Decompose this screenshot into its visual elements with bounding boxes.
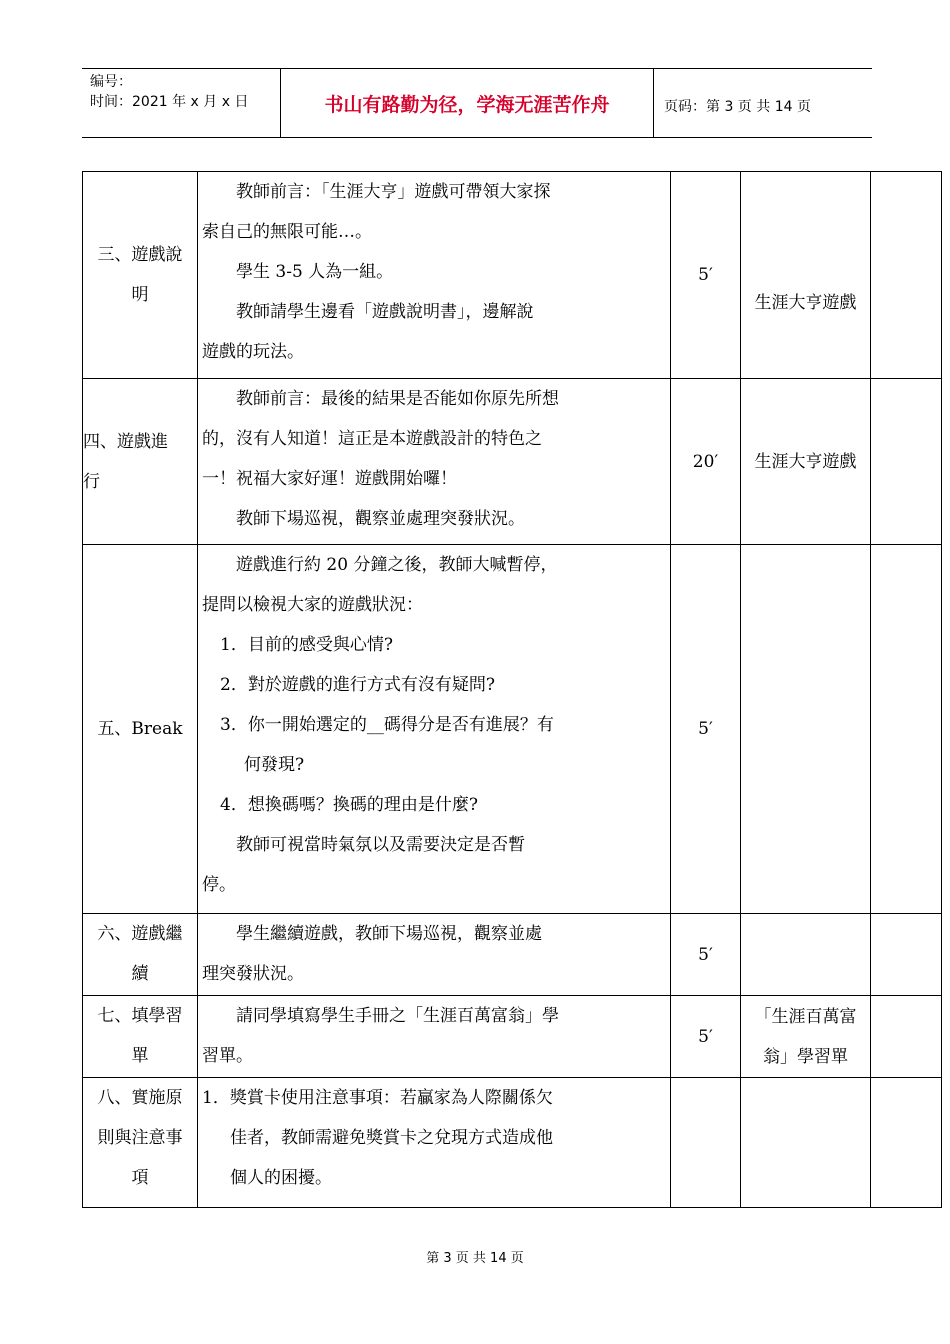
- resource-cell: [741, 1078, 871, 1208]
- item-cell: [83, 1078, 198, 1208]
- activity-cell: [198, 545, 671, 914]
- item-cell: [83, 914, 198, 996]
- activity-text: 索自己的無限可能…。: [202, 222, 372, 242]
- resource-cell: [741, 172, 871, 379]
- note-cell: [871, 1078, 942, 1208]
- lesson-plan-table: [82, 171, 942, 1208]
- time-cell: 5′: [671, 914, 741, 996]
- activity-text: 教師前言：最後的結果是否能如你原先所想: [236, 389, 559, 409]
- item-text: 四、遊戲進: [83, 431, 168, 452]
- item-text: 五、Break: [97, 719, 183, 739]
- activity-text: 1．目前的感受與心情?: [220, 635, 393, 655]
- activity-cell: [198, 996, 671, 1078]
- activity-text: 習單。: [202, 1046, 253, 1066]
- item-text: 單: [131, 1046, 149, 1066]
- activity-text: 教師可視當時氣氛以及需要決定是否暫: [236, 835, 525, 855]
- activity-text: 教師請學生邊看「遊戲說明書」，邊解說: [236, 302, 534, 322]
- time-label: 时间：2021 年 x 月 x 日: [90, 94, 249, 110]
- note-cell: [871, 996, 942, 1078]
- activity-cell: [198, 172, 671, 379]
- resource-cell: [741, 996, 871, 1078]
- activity-text: 何發現?: [244, 755, 305, 775]
- header-slogan: 书山有路勤为径，学海无涯苦作舟: [281, 69, 654, 137]
- activity-text: 的，沒有人知道！這正是本遊戲設計的特色之: [202, 429, 542, 449]
- activity-text: 理突發狀況。: [202, 964, 304, 984]
- page-header: [82, 68, 872, 138]
- time-cell: 5′: [671, 172, 741, 379]
- table-row: [83, 379, 942, 545]
- activity-text: 遊戲的玩法。: [202, 342, 304, 362]
- activity-text: 學生繼續遊戲，教師下場巡視，觀察並處: [236, 924, 542, 944]
- resource-cell: [741, 379, 871, 545]
- activity-text: 請同學填寫學生手冊之「生涯百萬富翁」學: [236, 1006, 559, 1026]
- item-text: 續: [131, 964, 149, 984]
- activity-text: 1．獎賞卡使用注意事項：若贏家為人際關係欠: [202, 1088, 553, 1108]
- header-meta: [82, 69, 281, 137]
- item-text: 六、遊戲繼: [97, 924, 183, 944]
- activity-text: 個人的困擾。: [230, 1168, 332, 1188]
- item-cell: [83, 996, 198, 1078]
- resource-text: 生涯大亨遊戲: [754, 451, 857, 472]
- item-text: 則與注意事: [97, 1128, 183, 1148]
- item-text: 八、實施原: [97, 1088, 183, 1108]
- activity-text: 停。: [202, 875, 236, 895]
- item-text: 行: [83, 471, 100, 492]
- time-cell: 20′: [671, 379, 741, 545]
- time-cell: [671, 1078, 741, 1208]
- time-cell: 5′: [671, 996, 741, 1078]
- table-row: [83, 914, 942, 996]
- note-cell: [871, 379, 942, 545]
- activity-text: 2．對於遊戲的進行方式有沒有疑問?: [220, 675, 495, 695]
- item-cell: [83, 545, 198, 914]
- item-text: 七、填學習: [97, 1006, 183, 1026]
- resource-text: 翁」學習單: [763, 1046, 848, 1067]
- resource-text: 「生涯百萬富: [754, 1006, 857, 1027]
- table-row: [83, 996, 942, 1078]
- activity-text: 教師前言：「生涯大亨」遊戲可帶領大家探: [236, 182, 551, 202]
- activity-cell: [198, 1078, 671, 1208]
- table-row: [83, 172, 942, 379]
- table-row: [83, 545, 942, 914]
- resource-cell: [741, 914, 871, 996]
- header-page-label: 页码：第 3 页 共 14 页: [664, 99, 811, 115]
- number-label: 编号：: [90, 74, 132, 90]
- time-cell: 5′: [671, 545, 741, 914]
- page-footer: 第 3 页 共 14 页: [426, 1251, 524, 1266]
- note-cell: [871, 914, 942, 996]
- activity-cell: [198, 914, 671, 996]
- activity-text: 一！祝福大家好運！遊戲開始囉！: [202, 469, 457, 489]
- item-cell: [83, 172, 198, 379]
- activity-text: 遊戲進行約 20 分鐘之後，教師大喊暫停，: [236, 555, 558, 575]
- note-cell: [871, 545, 942, 914]
- activity-text: 教師下場巡視，觀察並處理突發狀況。: [236, 509, 525, 529]
- activity-text: 3．你一開始選定的__碼得分是否有進展？有: [220, 715, 554, 735]
- activity-text: 學生 3-5 人為一組。: [236, 262, 394, 282]
- activity-text: 佳者，教師需避免獎賞卡之兌現方式造成他: [230, 1128, 553, 1148]
- item-text: 三、遊戲說: [97, 245, 183, 265]
- resource-text: 生涯大亨遊戲: [754, 293, 857, 313]
- activity-cell: [198, 379, 671, 545]
- resource-cell: [741, 545, 871, 914]
- item-text: 明: [131, 285, 149, 305]
- activity-text: 提問以檢視大家的遊戲狀況：: [202, 595, 423, 615]
- note-cell: [871, 172, 942, 379]
- table-row: [83, 1078, 942, 1208]
- activity-text: 4．想換碼嗎？換碼的理由是什麼?: [220, 795, 478, 815]
- item-text: 項: [131, 1168, 149, 1188]
- item-cell: [83, 379, 198, 545]
